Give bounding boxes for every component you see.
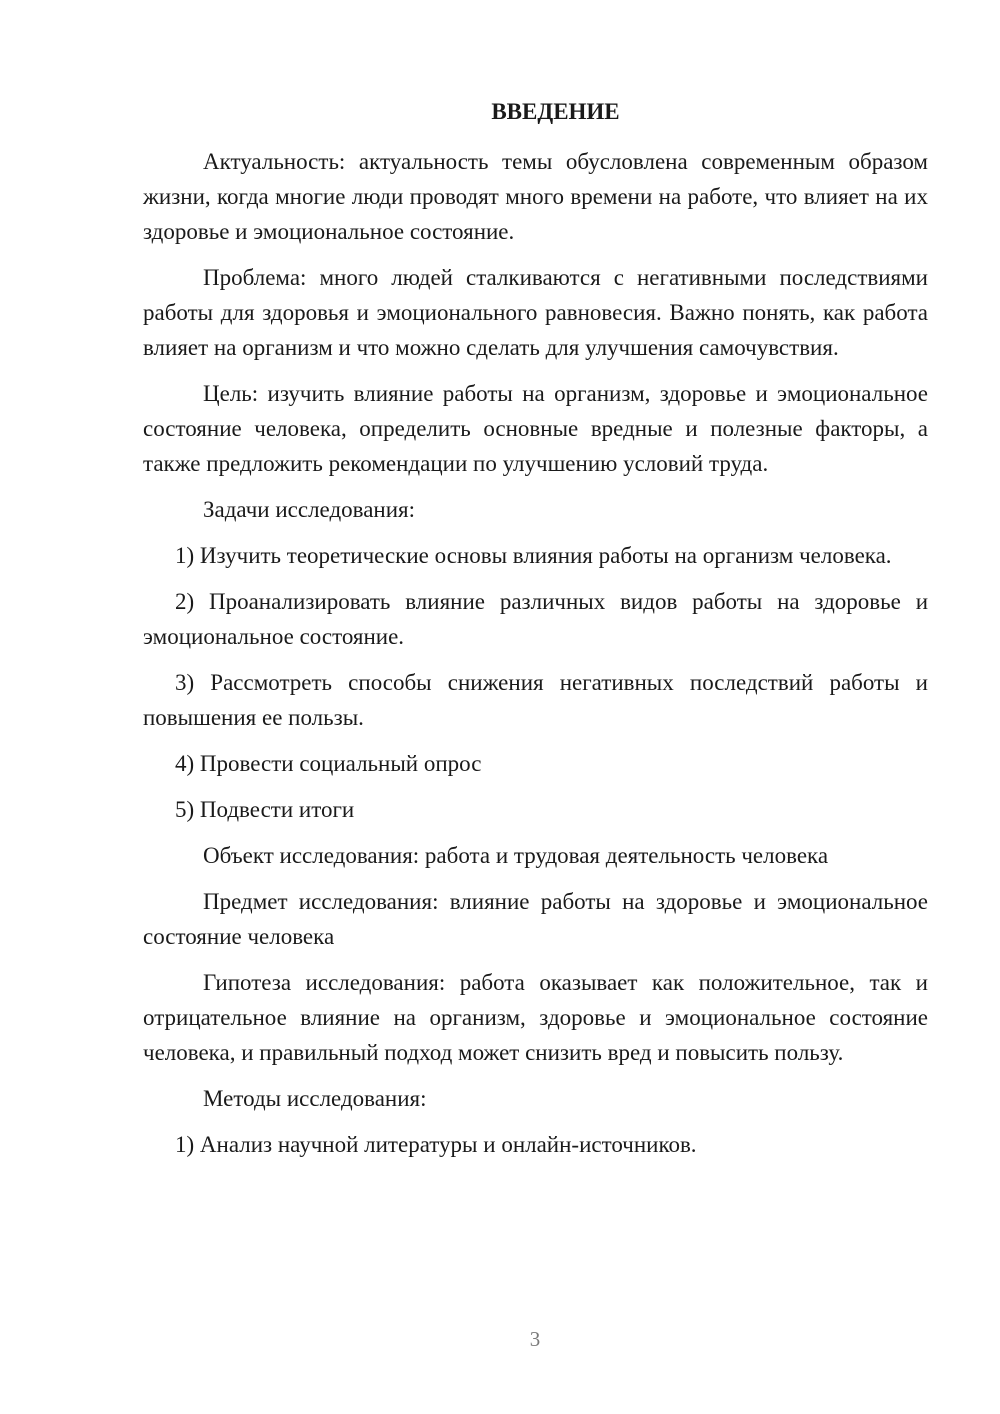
section-title: ВВЕДЕНИЕ	[491, 99, 620, 124]
task-item: 1) Изучить теоретические основы влияния работы на организм человека.	[175, 543, 892, 568]
task-item: 3) Рассмотреть способы снижения негативных последствий работы и повышения ее пользы.	[143, 670, 928, 730]
hypothesis-paragraph: Гипотеза исследования: работа оказывает как положительное, так и отрицательное влияние на организм, здоровье и эмоциональное состояние человека, и правильный подход может снизить вред и повысить пользу.	[143, 970, 928, 1065]
goal-paragraph: Цель: изучить влияние работы на организм, здоровье и эмоциональное состояние человека, определить основные вредные и полезные факторы, а также предложить рекомендации по улучшению условий труда.	[143, 381, 928, 476]
problem-paragraph: Проблема: много людей сталкиваются с негативными последствиями работы для здоровья и эмоционального равновесия. Важно понять, как работа влияет на организм и что можно сделать для улучшения самочувствия.	[143, 265, 928, 360]
subject-paragraph: Предмет исследования: влияние работы на здоровье и эмоциональное состояние человека	[143, 889, 928, 949]
methods-heading: Методы исследования:	[203, 1086, 427, 1111]
relevance-paragraph: Актуальность: актуальность темы обусловлена современным образом жизни, когда многие люди проводят много времени на работе, что влияет на их здоровье и эмоциональное состояние.	[143, 149, 928, 244]
page-number: 3	[529, 1327, 541, 1351]
object-paragraph: Объект исследования: работа и трудовая деятельность человека	[203, 843, 829, 868]
task-item: 5) Подвести итоги	[175, 797, 355, 822]
document-body	[143, 94, 928, 1173]
tasks-heading: Задачи исследования:	[203, 497, 416, 522]
task-item: 2) Проанализировать влияние различных видов работы на здоровье и эмоциональное состояние.	[143, 589, 928, 649]
method-item: 1) Анализ научной литературы и онлайн-источников.	[175, 1132, 697, 1157]
task-item: 4) Провести социальный опрос	[175, 751, 482, 776]
